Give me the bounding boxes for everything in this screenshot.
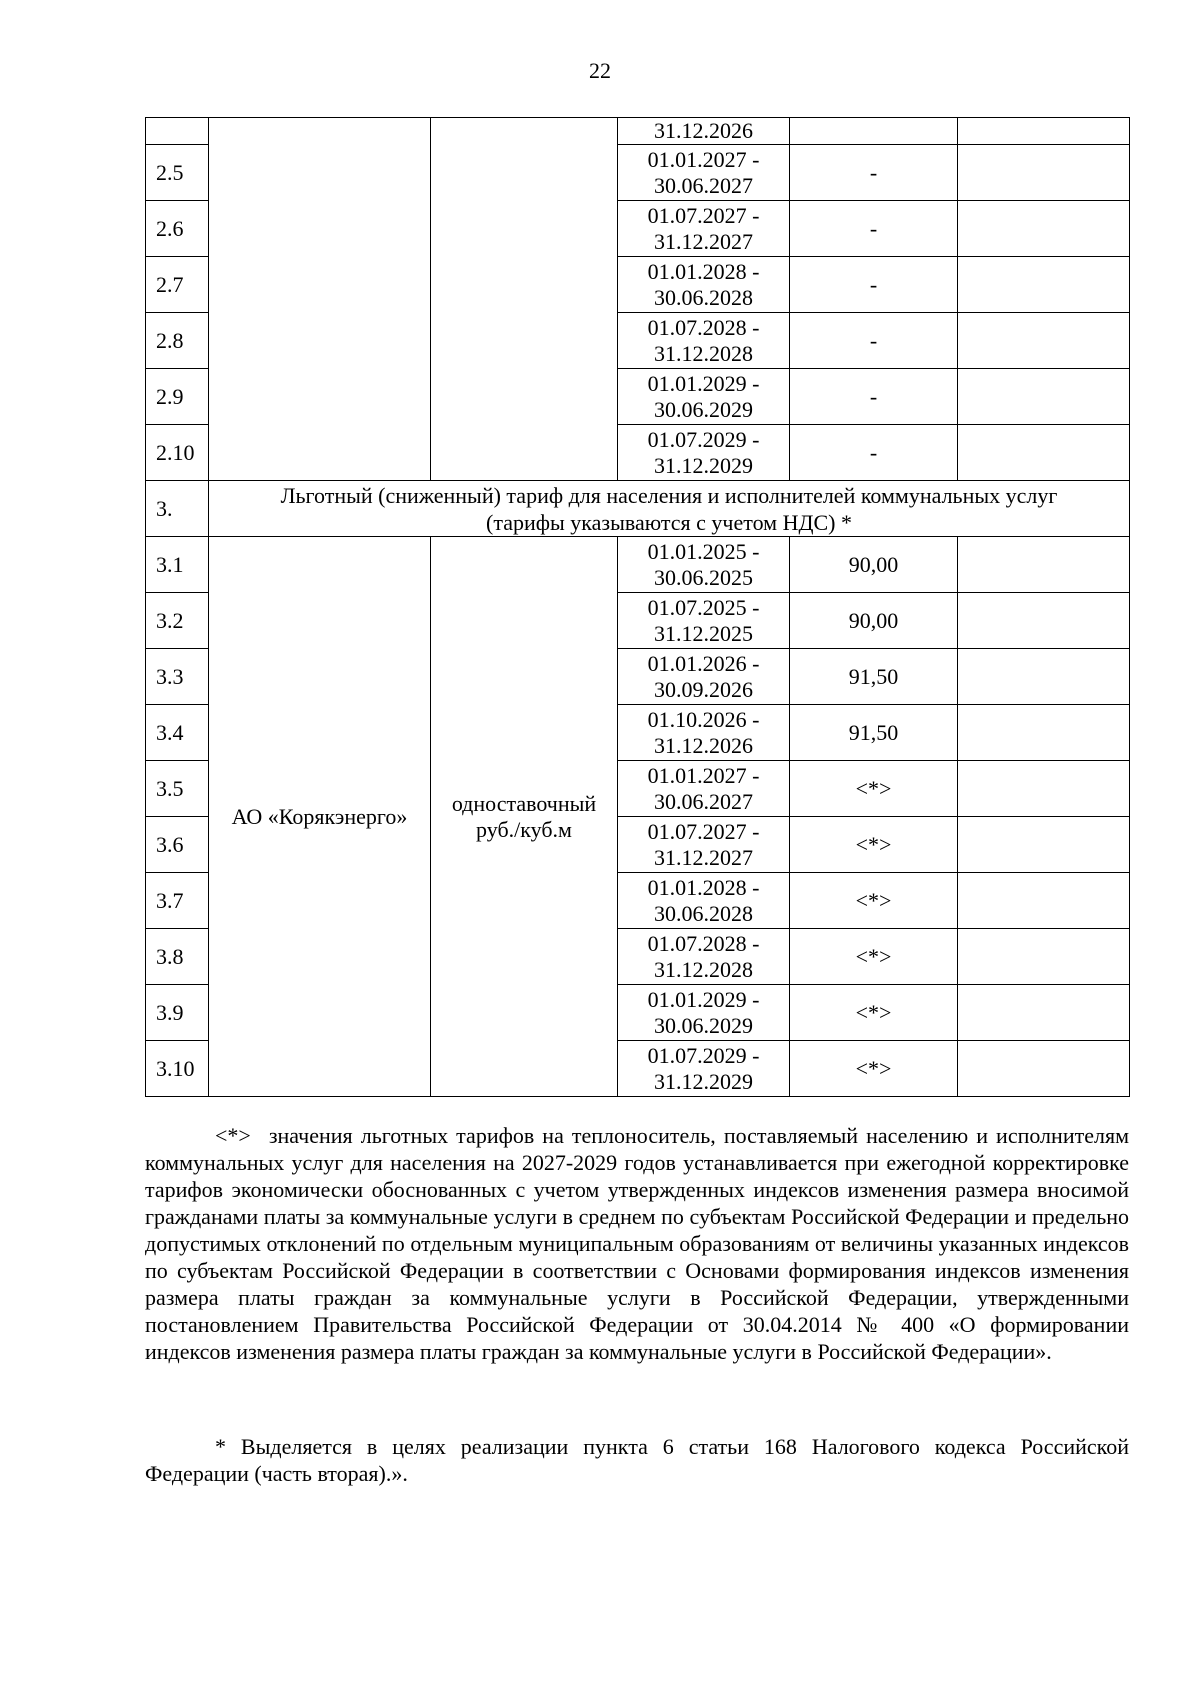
period-start: 01.10.2026 - xyxy=(647,706,760,732)
period-cell xyxy=(618,313,790,369)
period-start: 01.07.2029 - xyxy=(647,426,760,452)
period-cell xyxy=(618,817,790,873)
row-number: 2.10 xyxy=(146,425,209,481)
period-cell xyxy=(618,257,790,313)
value-cell: <*> xyxy=(790,873,958,929)
extra-cell xyxy=(958,201,1130,257)
value-cell: - xyxy=(790,145,958,201)
row-number: 2.7 xyxy=(146,257,209,313)
period-cell xyxy=(618,425,790,481)
value-cell: 90,00 xyxy=(790,537,958,593)
period-end: 31.12.2027 xyxy=(654,844,753,870)
extra-cell xyxy=(958,649,1130,705)
period-start: 01.01.2026 - xyxy=(647,650,760,676)
period-cell xyxy=(618,145,790,201)
period-end: 31.12.2028 xyxy=(654,340,753,366)
period-cell xyxy=(618,201,790,257)
extra-cell xyxy=(958,537,1130,593)
row-number: 3.7 xyxy=(146,873,209,929)
period-cell xyxy=(618,593,790,649)
extra-cell xyxy=(958,369,1130,425)
value-cell: 90,00 xyxy=(790,593,958,649)
period-start: 01.07.2027 - xyxy=(647,818,760,844)
row-number: 3.1 xyxy=(146,537,209,593)
period-start: 01.07.2029 - xyxy=(647,1042,760,1068)
tariff-type-cell xyxy=(431,118,618,481)
period-end: 31.12.2029 xyxy=(654,452,753,478)
table-row xyxy=(146,537,1130,593)
period-start: 01.01.2029 - xyxy=(647,986,760,1012)
extra-cell xyxy=(958,145,1130,201)
period-cell xyxy=(618,537,790,593)
row-number: 3.10 xyxy=(146,1041,209,1097)
extra-cell xyxy=(958,313,1130,369)
extra-cell xyxy=(958,593,1130,649)
extra-cell xyxy=(958,817,1130,873)
row-number: 3.9 xyxy=(146,985,209,1041)
period-cell xyxy=(618,649,790,705)
row-number: 3.8 xyxy=(146,929,209,985)
value-cell: - xyxy=(790,313,958,369)
extra-cell xyxy=(958,929,1130,985)
row-number: 2.8 xyxy=(146,313,209,369)
page-number: 22 xyxy=(589,58,611,83)
value-cell: <*> xyxy=(790,817,958,873)
period-cell xyxy=(618,118,790,145)
value-cell: 91,50 xyxy=(790,705,958,761)
period-end: 30.06.2025 xyxy=(654,564,753,590)
period-start: 01.01.2029 - xyxy=(647,370,760,396)
period-end: 30.06.2028 xyxy=(654,900,753,926)
period-cell xyxy=(618,369,790,425)
section-heading-line2: (тарифы указываются с учетом НДС) * xyxy=(486,509,852,535)
row-number: 3.5 xyxy=(146,761,209,817)
table-row xyxy=(146,118,1130,145)
tariff-table xyxy=(145,117,1130,1097)
value-cell: - xyxy=(790,201,958,257)
period-cell xyxy=(618,929,790,985)
value-cell: <*> xyxy=(790,761,958,817)
organization-cell: АО «Корякэнерго» xyxy=(209,537,431,1097)
extra-cell xyxy=(958,705,1130,761)
period-start: 01.07.2028 - xyxy=(647,930,760,956)
period-end: 30.06.2029 xyxy=(654,1012,753,1038)
period-cell xyxy=(618,873,790,929)
period-end: 31.12.2026 xyxy=(654,118,753,143)
organization-cell xyxy=(209,118,431,481)
row-number: 3.4 xyxy=(146,705,209,761)
period-cell xyxy=(618,1041,790,1097)
period-start: 01.01.2027 - xyxy=(647,146,760,172)
period-start: 01.07.2025 - xyxy=(647,594,760,620)
value-cell: <*> xyxy=(790,929,958,985)
extra-cell xyxy=(958,118,1130,145)
value-cell: - xyxy=(790,425,958,481)
value-cell: <*> xyxy=(790,985,958,1041)
period-end: 31.12.2025 xyxy=(654,620,753,646)
row-number: 2.5 xyxy=(146,145,209,201)
tariff-type-cell xyxy=(431,537,618,1097)
section-heading xyxy=(209,481,1130,537)
extra-cell xyxy=(958,985,1130,1041)
period-cell xyxy=(618,985,790,1041)
period-end: 31.12.2027 xyxy=(654,228,753,254)
period-start: 01.01.2027 - xyxy=(647,762,760,788)
row-number: 3.2 xyxy=(146,593,209,649)
period-end: 30.06.2029 xyxy=(654,396,753,422)
period-end: 30.06.2027 xyxy=(654,172,753,198)
period-start: 01.01.2028 - xyxy=(647,258,760,284)
period-end: 30.09.2026 xyxy=(654,676,753,702)
period-start: 01.01.2028 - xyxy=(647,874,760,900)
tariff-type: одноставочный xyxy=(451,790,597,816)
period-cell xyxy=(618,705,790,761)
period-cell xyxy=(618,761,790,817)
value-cell: - xyxy=(790,257,958,313)
footnote-vat-text: * Выделяется в целях реализации пункта 6 статьи 168 Налогового кодекса Российской Федерации (часть вторая).». xyxy=(145,1434,1129,1486)
footnote-marker: <*> xyxy=(215,1123,251,1148)
row-number: 2.9 xyxy=(146,369,209,425)
footnote-asterisk xyxy=(145,1122,1129,1365)
extra-cell xyxy=(958,1041,1130,1097)
period-end: 31.12.2029 xyxy=(654,1068,753,1094)
row-number: 3.3 xyxy=(146,649,209,705)
extra-cell xyxy=(958,257,1130,313)
row-number: 2.6 xyxy=(146,201,209,257)
footnote-vat xyxy=(145,1433,1129,1487)
value-cell: - xyxy=(790,369,958,425)
footnote-text: значения льготных тарифов на теплоноситель, поставляемый населению и исполнителям коммунальных услуг для населения на 2027-2029 годов устанавливается при ежегодной корректировке тарифов экономически обоснованных с учетом утвержденных индексов изменения размера вносимой гражданами платы за коммунальные услуги в среднем по субъектам Российской Федерации и предельно допустимых отклонений по отдельным муниципальным образованиям от величины указанных индексов по субъектам Российской Федерации в соответствии с Основами формирования индексов изменения размера платы граждан за коммунальные услуги в Российской Федерации, утвержденными постановлением Правительства Российской Федерации от 30.04.2014 № 400 «О формировании индексов изменения размера платы граждан за коммунальные услуги в Российской Федерации». xyxy=(145,1123,1129,1364)
row-number: 3.6 xyxy=(146,817,209,873)
extra-cell xyxy=(958,873,1130,929)
value-cell xyxy=(790,118,958,145)
section-heading-line1: Льготный (сниженный) тариф для населения и исполнителей коммунальных услуг xyxy=(280,482,1058,508)
period-end: 31.12.2026 xyxy=(654,732,753,758)
period-end: 31.12.2028 xyxy=(654,956,753,982)
period-end: 30.06.2028 xyxy=(654,284,753,310)
row-number: 3. xyxy=(146,481,209,537)
tariff-unit: руб./куб.м xyxy=(476,816,572,842)
period-start: 01.07.2028 - xyxy=(647,314,760,340)
row-number xyxy=(146,118,209,145)
period-end: 30.06.2027 xyxy=(654,788,753,814)
value-cell: 91,50 xyxy=(790,649,958,705)
extra-cell xyxy=(958,425,1130,481)
period-start: 01.07.2027 - xyxy=(647,202,760,228)
extra-cell xyxy=(958,761,1130,817)
value-cell: <*> xyxy=(790,1041,958,1097)
section-heading-row xyxy=(146,481,1130,537)
period-start: 01.01.2025 - xyxy=(647,538,760,564)
